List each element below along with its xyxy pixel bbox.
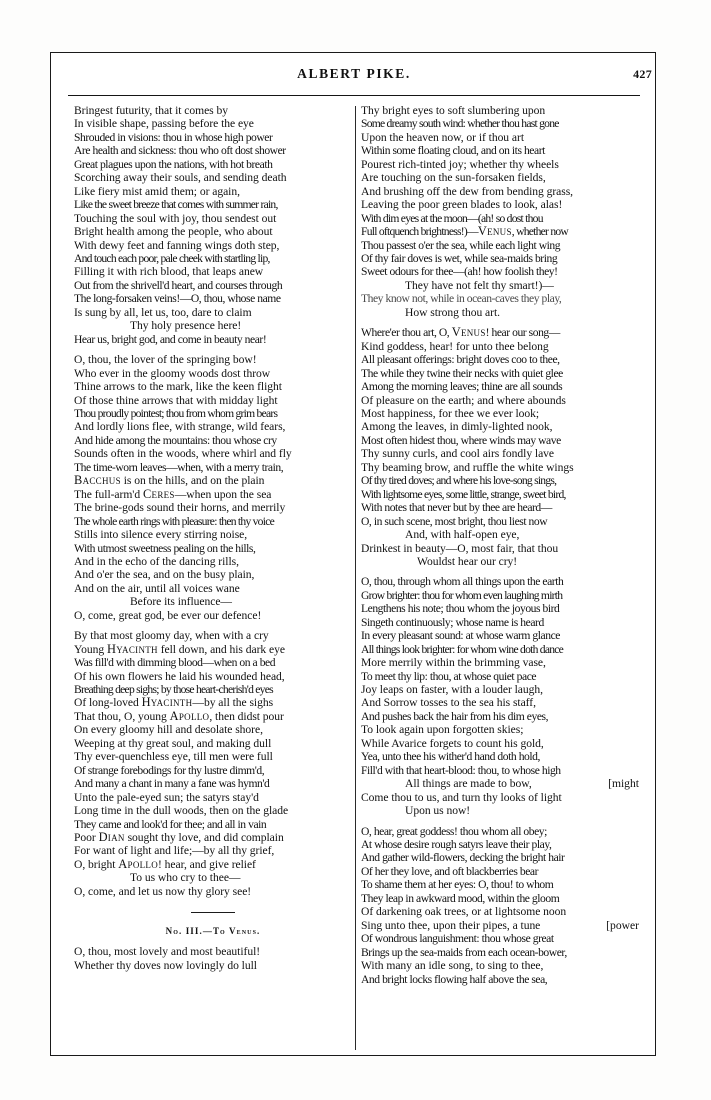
verse-line: Leaving the poor green blades to look, alas! (361, 198, 563, 212)
left-column (74, 104, 352, 1056)
verse-line-bacchus: Bacchus is on the hills, and on the plain (74, 473, 265, 488)
verse-line: Like fiery mist amid them; or again, (74, 184, 240, 198)
verse-line: Thy bright eyes to soft slumbering upon (361, 104, 546, 117)
verse-line-with-catchword (361, 777, 639, 790)
verse-line: Wouldst hear our cry! (417, 554, 518, 568)
page-title: ALBERT PIKE. (297, 66, 411, 81)
verse-line: Drinkest in beauty—O, most fair, that thou (361, 541, 559, 555)
verse-line: Long time in the dull woods, then on the glade (74, 804, 289, 818)
verse-line-hyacinth-2: Of long-loved Hyacinth—by all the sighs (74, 695, 274, 710)
verse-line: Kind goddess, hear! for unto thee belong (361, 339, 549, 353)
header-rule (68, 95, 640, 96)
verse-line-hyacinth: Young Hyacinth fell down, and his dark eye (74, 641, 285, 656)
verse-line: The long-forsaken veins!—O, thou, whose name (74, 292, 281, 306)
verse-line: Grow brighter: thou for whom even laughing mirth (361, 588, 563, 602)
verse-line: Among the leaves, in dimly-lighted nook, (361, 420, 553, 434)
running-head (50, 66, 658, 86)
verse-line: And in the echo of the dancing rills, (74, 554, 239, 568)
verse-line: To us who cry to thee— (130, 871, 241, 885)
verse-line: In visible shape, passing before the eye (74, 117, 254, 131)
verse-line: Was fill'd with dimming blood—when on a bed (74, 656, 276, 670)
verse-line: Are touching on the sun-forsaken fields, (361, 171, 546, 185)
verse-line: O, in such scene, most bright, thou liest now (361, 514, 548, 528)
verse-line: Pourest rich-tinted joy; whether thy wheels (361, 157, 559, 171)
verse-line: Of wondrous languishment: thou whose great (361, 932, 554, 946)
verse-line: Unto the pale-eyed sun; the satyrs stay'd (74, 790, 259, 804)
verse-line: Sweet odours for thee—(ah! how foolish they! (361, 265, 558, 279)
verse-line: Thy ever-quenchless eye, till men were full (74, 750, 273, 764)
verse-line: Out from the shrivell'd heart, and courses through (74, 278, 283, 292)
verse-line: Of pleasure on the earth; and where abounds (361, 393, 566, 407)
verse-line: The brine-gods sound their horns, and merrily (74, 501, 286, 515)
verse-line: For want of light and life;—by all thy grief, (74, 844, 275, 858)
verse-line: Lengthens his note; thou whom the joyous bird (361, 602, 560, 616)
verse-line: While Avarice forgets to count his gold, (361, 736, 544, 750)
verse-line: And hide among the mountains: thou whose cry (74, 433, 277, 447)
verse-line: Thine arrows to the mark, like the keen flight (74, 380, 282, 394)
verse-line: Brings up the sea-maids from each ocean-bower, (361, 945, 567, 959)
verse-line-ceres: The full-arm'd Ceres—when upon the sea (74, 486, 272, 501)
verse-line-apollo: That thou, O, young Apollo, then didst pour (74, 708, 284, 723)
verse-line: With many an idle song, to sing to thee, (361, 959, 544, 973)
verse-line: And bright locks flowing half above the sea, (361, 972, 548, 986)
verse-line-apollo-2: O, bright Apollo! hear, and give relief (74, 856, 256, 871)
verse-line: Are health and sickness: thou who oft dost shower (74, 144, 286, 158)
verse-line: Of darkening oak trees, or at lightsome noon (361, 905, 567, 919)
verse-line: Most often hidest thou, where winds may wave (361, 433, 561, 447)
verse-line: With lightsome eyes, some little, strange, sweet bird, (361, 487, 566, 501)
verse-line-venus: Full oftquench brightness!)—Venus, whether now (361, 224, 569, 239)
catchword-power: [power (606, 918, 639, 932)
verse-line: How strong thou art. (405, 305, 500, 319)
verse-line: To shame them at her eyes: O, thou! to whom (361, 878, 554, 892)
stanza (74, 353, 352, 622)
verse-line: O, thou, the lover of the springing bow! (74, 353, 257, 367)
verse-line: With utmost sweetness pealing on the hills, (74, 541, 256, 555)
verse-line: The while they twine their necks with quiet glee (361, 366, 563, 380)
stanza (361, 825, 639, 986)
verse-line: And on the air, until all voices wane (74, 581, 240, 595)
verse-line: Bright health among the people, who about (74, 225, 273, 239)
verse-line: Of his own flowers he laid his wounded head, (74, 669, 285, 683)
verse-line: Upon the heaven now, or if thou art (361, 130, 524, 144)
verse-line: O, hear, great goddess! thou whom all obey; (361, 824, 547, 838)
small-caps-name: Venus (477, 224, 512, 239)
verse-line: Thou passest o'er the sea, while each light wing (361, 238, 561, 252)
verse-line: The time-worn leaves—when, with a merry train, (74, 460, 284, 474)
verse-line: With notes that never but by thee are heard— (361, 501, 552, 515)
verse-line: Thy sunny curls, and cool airs fondly lave (361, 447, 555, 461)
verse-line: And many a chant in many a fane was hymn'd (74, 777, 270, 791)
verse-line: Great plagues upon the nations, with hot breath (74, 157, 273, 171)
small-caps-name: Venus (451, 325, 486, 340)
verse-line: Of thy fair doves is wet, while sea-maids bring (361, 251, 558, 265)
verse-line: With dim eyes at the moon—(ah! so dost thou (361, 211, 543, 225)
verse-line: Fill'd with that heart-blood: thou, to whose high (361, 763, 561, 777)
stanza (74, 104, 352, 346)
stanza (361, 326, 639, 568)
verse-line: Thy beaming brow, and ruffle the white wings (361, 460, 574, 474)
verse-line: They leap in awkward mood, within the gloom (361, 891, 560, 905)
verse-line: Like the sweet breeze that comes with summer rain, (74, 198, 278, 212)
small-caps-name: Hyacinth (141, 695, 193, 710)
verse-line: They have not felt thy smart!)— (405, 278, 554, 292)
verse-line: Is sung by all, let us, too, dare to claim (74, 305, 252, 319)
verse-line: Hear us, bright god, and come in beauty near! (74, 332, 267, 346)
verse-line: O, thou, through whom all things upon the earth (361, 575, 564, 589)
verse-line: Sounds often in the woods, where whirl and fly (74, 447, 292, 461)
verse-line-dian: Poor Dian sought thy love, and did complain (74, 830, 284, 845)
verse-line-venus-2: Where'er thou art, O, Venus! hear our song— (361, 325, 560, 340)
catchword-might: [might (608, 777, 639, 791)
column-divider-rule (355, 106, 356, 1050)
verse-line: And gather wild-flowers, decking the bright hair (361, 851, 565, 865)
verse-line: Weeping at thy great soul, and making dull (74, 736, 272, 750)
page-number: 427 (633, 67, 652, 81)
verse-line: To look again upon forgotten skies; (361, 723, 524, 737)
verse-line: Some dreamy south wind: whether thou hast gone (361, 117, 559, 131)
text-columns (50, 104, 656, 1056)
verse-line: And touch each poor, pale cheek with startling lip, (74, 251, 270, 265)
verse-line: Among the morning leaves; thine are all sounds (361, 380, 563, 394)
verse-line: O, come, and let us now thy glory see! (74, 884, 252, 898)
verse-line: All pleasant offerings: bright doves coo to thee, (361, 353, 560, 367)
verse-line: Breathing deep sighs; by those heart-cherish'd eyes (74, 683, 273, 697)
stanza (361, 104, 639, 319)
verse-line: Singeth continuously; whose name is heard (361, 615, 544, 629)
small-caps-name: Dian (98, 830, 125, 845)
verse-line: They came and look'd for thee; and all in vain (74, 817, 267, 831)
verse-line: Upon us now! (405, 804, 471, 818)
verse-line: Joy leaps on faster, with a louder laugh, (361, 683, 543, 697)
verse-line: Of her they love, and oft blackberries bear (361, 864, 539, 878)
verse-line-with-catchword (361, 919, 639, 932)
section-heading: No. III.—To Venus. (165, 926, 261, 937)
verse-line: Stills into silence every stirring noise, (74, 528, 248, 542)
verse-line: To meet thy lip: thou, at whose quiet pace (361, 669, 537, 683)
verse-line: On every gloomy hill and desolate shore, (74, 723, 263, 737)
verse-line: And Sorrow tosses to the sea his staff, (361, 696, 536, 710)
verse-line: And, with half-open eye, (405, 528, 520, 542)
verse-line: Most happiness, for thee we ever look; (361, 406, 540, 420)
verse-line: Of those thine arrows that with midday light (74, 393, 278, 407)
verse-line: At whose desire rough satyrs leave their play, (361, 838, 552, 852)
verse-line: By that most gloomy day, when with a cry (74, 629, 269, 643)
verse-line: And brushing off the dew from bending grass, (361, 184, 574, 198)
verse-line: And pushes back the hair from his dim eyes, (361, 709, 549, 723)
small-caps-name: Ceres (142, 486, 175, 501)
verse-line: Thy holy presence here! (130, 319, 242, 333)
verse-line-text: Sing unto thee, upon their pipes, a tune (361, 918, 541, 932)
verse-line: All things look brighter: for whom wine doth dance (361, 642, 564, 656)
small-caps-name: Apollo (118, 856, 159, 871)
verse-line: With dewy feet and fanning wings doth step, (74, 238, 280, 252)
stanza (74, 629, 352, 898)
verse-line: Whether thy doves now lovingly do lull (74, 958, 257, 972)
small-caps-name: Apollo (169, 708, 210, 723)
verse-line: O, come, great god, be ever our defence! (74, 608, 262, 622)
verse-line: Of strange forebodings for thy lustre dimm'd, (74, 763, 265, 777)
stanza (74, 945, 352, 972)
verse-line: Of thy tired doves; and where his love-song sings, (361, 474, 557, 488)
verse-line-text: All things are made to bow, (405, 777, 532, 791)
verse-line: Filling it with rich blood, that leaps anew (74, 265, 264, 279)
verse-line: More merrily within the brimming vase, (361, 656, 546, 670)
small-caps-name: Hyacinth (107, 641, 158, 656)
verse-line: They know not, while in ocean-caves they play, (361, 292, 562, 306)
verse-line: In every pleasant sound: at whose warm glance (361, 629, 560, 643)
verse-line: Yea, unto thee his wither'd hand doth hold, (361, 750, 540, 764)
verse-line: And o'er the sea, and on the busy plain, (74, 568, 255, 582)
verse-line: Bringest futurity, that it comes by (74, 104, 228, 117)
verse-line: And lordly lions flee, with strange, wild fears, (74, 420, 286, 434)
right-column (361, 104, 639, 1056)
section-divider-rule (191, 912, 235, 913)
verse-line: Touching the soul with joy, thou sendest out (74, 211, 277, 225)
verse-line: Scorching away their souls, and sending death (74, 171, 287, 185)
verse-line: O, thou, most lovely and most beautiful! (74, 945, 261, 959)
verse-line: Thou proudly pointest; thou from whom grim bears (74, 406, 278, 420)
verse-line: Come thou to us, and turn thy looks of light (361, 790, 562, 804)
verse-line: Who ever in the gloomy woods dost throw (74, 366, 271, 380)
small-caps-name: Bacchus (74, 473, 121, 488)
verse-line: The whole earth rings with pleasure: then thy voice (74, 514, 274, 528)
stanza (361, 575, 639, 817)
verse-line: Shrouded in visions: thou in whose high power (74, 130, 273, 144)
verse-line: Within some floating cloud, and on its heart (361, 144, 545, 158)
verse-line: Before its influence— (130, 595, 232, 609)
